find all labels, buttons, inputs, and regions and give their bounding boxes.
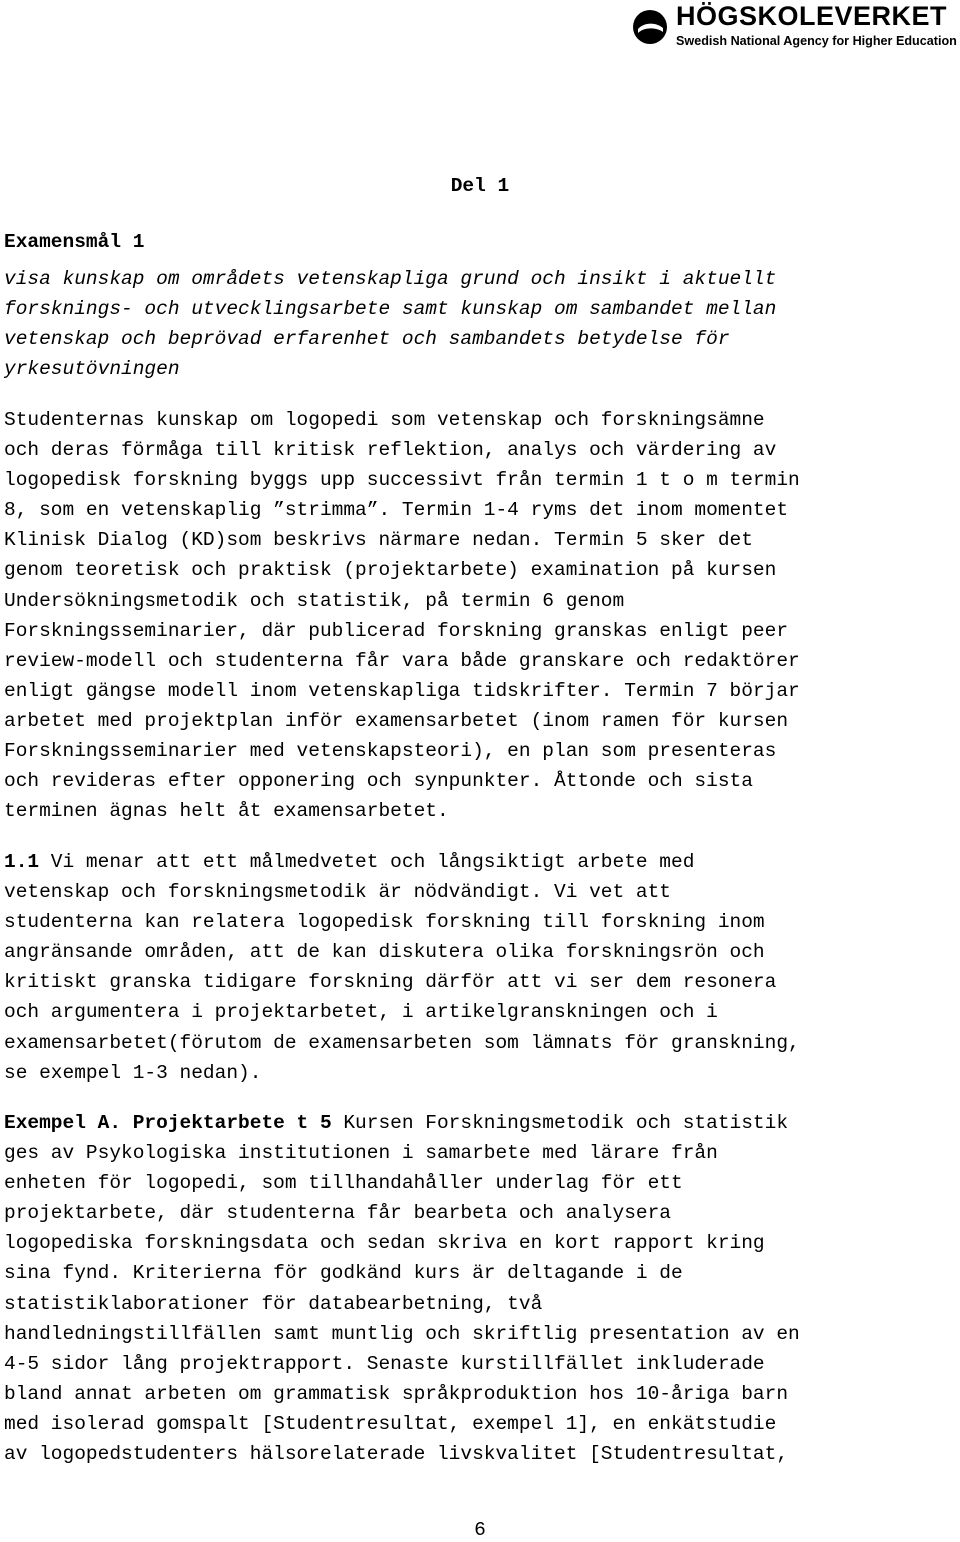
paragraph-label: 1.1 (4, 851, 40, 873)
text-line: visa kunskap om områdets vetenskapliga grund och insikt i aktuellt (4, 268, 777, 290)
text-line: bland annat arbeten om grammatisk språkproduktion hos 10-åriga barn (4, 1382, 789, 1405)
text-line: sina fynd. Kriterierna för godkänd kurs är deltagande i de (4, 1262, 683, 1285)
text-line: handledningstillfällen samt muntlig och skriftlig presentation av en (4, 1322, 800, 1345)
text-line: ges av Psykologiska institutionen i samarbete med lärare från (4, 1142, 718, 1165)
text-line: Klinisk Dialog (KD)som beskrivs närmare nedan. Termin 5 sker det (4, 529, 753, 552)
text-line (4, 847, 956, 877)
text-line: projektarbete, där studenterna får bearbeta och analysera (4, 1202, 672, 1225)
text-line: enheten för logopedi, som tillhandahåller underlag för ett (4, 1172, 683, 1195)
example-label: Exempel A. Projektarbete t 5 (4, 1112, 332, 1134)
text-line: och argumentera i projektarbetet, i artikelgranskningen och i (4, 1001, 718, 1024)
agency-logo (632, 0, 958, 56)
paragraph-research-strand (4, 405, 956, 826)
goal-statement (4, 264, 956, 384)
text-line: med isolerad gomspalt [Studentresultat, exempel 1], en enkätstudie (4, 1412, 777, 1435)
text-line: logopedisk forskning byggs upp successivt från termin 1 t o m termin (4, 469, 800, 492)
text-line (4, 1108, 956, 1138)
text-line: se exempel 1-3 nedan). (4, 1061, 262, 1084)
paragraph-example-a (4, 1108, 956, 1469)
text-line: av logopedstudenters hälsorelaterade livskvalitet [Studentresultat, (4, 1443, 789, 1466)
paragraph-1-1 (4, 847, 956, 1088)
part-heading: Del 1 (450, 175, 510, 197)
text-line: yrkesutövningen (4, 358, 180, 381)
text-line: och deras förmåga till kritisk reflektion, analys och värdering av (4, 439, 777, 462)
text-line: enligt gängse modell inom vetenskapliga tidskrifter. Termin 7 börjar (4, 679, 800, 702)
text-line: review-modell och studenterna får vara både granskare och redaktörer (4, 649, 800, 672)
text-line: Undersökningsmetodik och statistik, på termin 6 genom (4, 589, 625, 612)
text-line: kritiskt granska tidigare forskning därför att vi ser dem resonera (4, 971, 777, 994)
text-line: arbetet med projektplan inför examensarbetet (inom ramen för kursen (4, 709, 789, 732)
section-heading: Examensmål 1 (4, 231, 145, 253)
text-line: statistiklaborationer för databearbetning, två (4, 1292, 543, 1315)
text-line: genom teoretisk och praktisk (projektarbete) examination på kursen (4, 559, 777, 582)
text-line: Studenternas kunskap om logopedi som vetenskap och forskningsämne (4, 409, 765, 431)
logo-subtitle: Swedish National Agency for Higher Education (676, 34, 957, 48)
text-line: studenterna kan relatera logopedisk forskning till forskning inom (4, 911, 765, 934)
text-run: Kursen Forskningsmetodik och statistik (331, 1112, 789, 1134)
logo-name: HÖGSKOLEVERKET (676, 1, 948, 31)
logo-emblem-icon (632, 2, 668, 52)
text-line: logopediska forskningsdata och sedan skriva en kort rapport kring (4, 1232, 765, 1255)
text-line: vetenskap och forskningsmetodik är nödvändigt. Vi vet att (4, 881, 672, 904)
text-line: 4-5 sidor lång projektrapport. Senaste kurstillfället inkluderade (4, 1352, 765, 1375)
text-line: och revideras efter opponering och synpunkter. Åttonde och sista (4, 770, 753, 793)
text-line: Forskningsseminarier med vetenskapsteori), en plan som presenteras (4, 740, 777, 763)
text-line: examensarbetet(förutom de examensarbeten som lämnats för granskning, (4, 1031, 800, 1054)
text-line: 8, som en vetenskaplig ”strimma”. Termin 1-4 ryms det inom momentet (4, 499, 789, 522)
text-line: angränsande områden, att de kan diskutera olika forskningsrön och (4, 941, 765, 964)
text-line: forsknings- och utvecklingsarbete samt kunskap om sambandet mellan (4, 298, 777, 321)
text-line: Forskningsseminarier, där publicerad forskning granskas enligt peer (4, 619, 789, 642)
page-number: 6 (474, 1519, 486, 1541)
text-run: Vi menar att ett målmedvetet och långsiktigt arbete med (39, 851, 695, 873)
text-line: terminen ägnas helt åt examensarbetet. (4, 800, 449, 823)
text-line: vetenskap och beprövad erfarenhet och sambandets betydelse för (4, 328, 730, 351)
